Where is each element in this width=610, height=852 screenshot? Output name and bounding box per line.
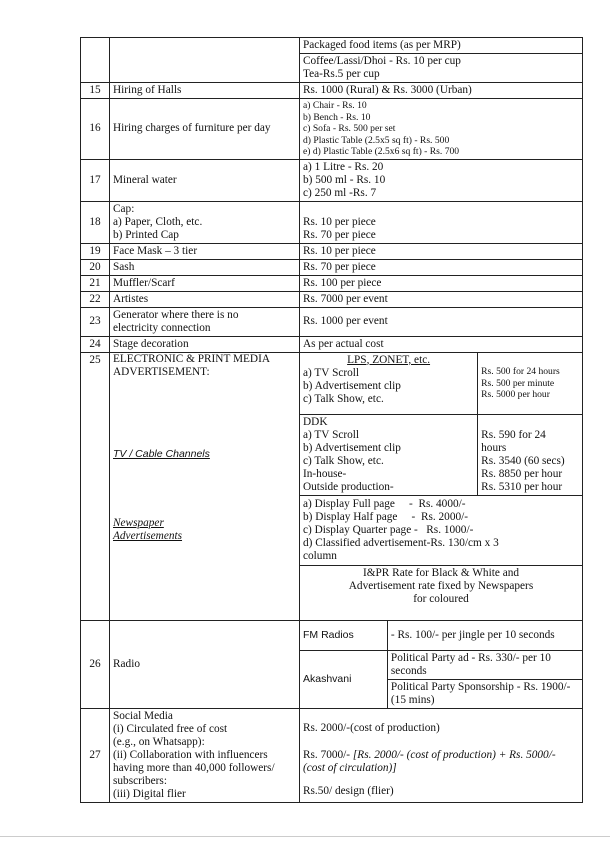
table-row xyxy=(81,159,583,201)
rate-line: column xyxy=(303,550,337,562)
rate-line: c) 250 ml -Rs. 7 xyxy=(303,186,377,199)
item-cell xyxy=(110,38,300,83)
rate-cell xyxy=(300,352,583,620)
rate-line: a) Chair - Rs. 10 xyxy=(303,100,367,111)
table-row xyxy=(81,709,583,803)
table-row xyxy=(81,83,583,99)
rate-line xyxy=(300,54,582,83)
rate-line: a) Display Full page - Rs. 4000/- xyxy=(303,498,466,510)
item-label xyxy=(110,709,300,803)
serial-number: 17 xyxy=(81,159,110,201)
serial-number: 18 xyxy=(81,201,110,243)
rate-line: Rs. 10 per piece xyxy=(303,215,376,228)
rate-line: for coloured xyxy=(413,593,469,605)
rate-cell xyxy=(300,38,583,83)
rate-line: Rs. 5000 per hour xyxy=(481,389,550,400)
rate-line: b) 500 ml - Rs. 10 xyxy=(303,173,386,186)
rate-line: Rs. 5310 per hour xyxy=(481,481,563,493)
item-line: Generator where there is no xyxy=(113,308,239,321)
table-row xyxy=(81,99,583,160)
rate-line: I&PR Rate for Black & White and xyxy=(362,567,520,579)
item-line: (ii) Collaboration with influencers xyxy=(113,749,268,761)
rate-line: Rs. 500 for 24 hours xyxy=(481,366,560,377)
rate-line: b) Display Half page - Rs. 2000/- xyxy=(303,511,469,523)
rate-line: e) d) Plastic Table (2.5x6 sq ft) - Rs. 700 xyxy=(303,146,460,157)
rate-line: Advertisement rate fixed by Newspapers xyxy=(348,580,534,592)
rate-line: b) Advertisement clip xyxy=(303,379,401,392)
ddk-items xyxy=(300,415,478,496)
item-line: b) Printed Cap xyxy=(113,228,179,241)
table-row xyxy=(81,291,583,307)
item-line: a) Paper, Cloth, etc. xyxy=(113,215,203,228)
serial-number: 21 xyxy=(81,275,110,291)
lps-rates xyxy=(478,353,582,415)
table-row xyxy=(81,38,583,83)
table-row xyxy=(81,275,583,291)
rate-line: c) Sofa - Rs. 500 per set xyxy=(303,123,396,134)
item-line: Social Media xyxy=(113,710,173,722)
rate-table-page xyxy=(80,37,581,803)
rate-line: Rs. 3540 (60 secs) xyxy=(481,455,565,467)
item-line: electricity connection xyxy=(113,321,211,334)
akashvani-label: Akashvani xyxy=(300,651,387,709)
tv-cable-label: TV / Cable Channels xyxy=(113,448,210,460)
item-label: Artistes xyxy=(110,291,300,307)
item-line: ADVERTISEMENT: xyxy=(113,365,210,378)
rate-text xyxy=(300,99,583,160)
newspaper-label: Newspaper xyxy=(113,516,164,529)
rate-line: Rs. 8850 per hour xyxy=(481,468,563,480)
rate-line: Outside production- xyxy=(303,481,394,493)
rate-text xyxy=(300,201,583,243)
table-row xyxy=(81,259,583,275)
rate-text: Rs. 1000 per event xyxy=(300,307,583,336)
rate-line xyxy=(303,749,579,775)
rate-text xyxy=(300,159,583,201)
rate-line: d) Plastic Table (2.5x5 sq ft) - Rs. 500 xyxy=(303,134,450,146)
item-label: Radio xyxy=(110,620,300,709)
serial-number: 27 xyxy=(81,709,110,803)
rate-line: c) Talk Show, etc. xyxy=(303,455,384,467)
item-label: Mineral water xyxy=(110,159,300,201)
rate-line: a) 1 Litre - Rs. 20 xyxy=(303,160,384,173)
rate-line: In-house- xyxy=(303,468,347,480)
rate-text: Rs. 10 per piece xyxy=(300,243,583,259)
rate-line: Packaged food items (as per MRP) xyxy=(300,38,582,54)
rate-cell xyxy=(300,620,583,709)
rate-text-italic: [Rs. 2000/- (cost of production) + Rs. 5000/- (cost of circulation)] xyxy=(303,749,556,774)
table-row xyxy=(81,352,583,620)
rate-text: As per actual cost xyxy=(300,336,583,352)
rate-line: DDK xyxy=(303,416,328,428)
header-rate-list xyxy=(300,38,582,82)
serial-number: 22 xyxy=(81,291,110,307)
table-row xyxy=(81,307,583,336)
rate-line: Rs. 500 per minute xyxy=(481,377,555,389)
rate-text: Rs. 7000 per event xyxy=(300,291,583,307)
table-row xyxy=(81,336,583,352)
rate-line: c) Display Quarter page - Rs. 1000/- xyxy=(303,524,474,536)
rate-text: Rs. 70 per piece xyxy=(300,259,583,275)
item-label: Muffler/Scarf xyxy=(110,275,300,291)
rate-line: b) Bench - Rs. 10 xyxy=(303,111,371,123)
newspaper-label: Advertisements xyxy=(113,529,183,542)
serial-number: 16 xyxy=(81,99,110,160)
rate-line: a) TV Scroll xyxy=(303,429,360,441)
rate-line: Rs.50/ design (flier) xyxy=(303,785,394,797)
serial-number: 25 xyxy=(81,352,110,620)
rate-table xyxy=(80,37,583,803)
radio-rate-table xyxy=(300,621,582,709)
item-label: Sash xyxy=(110,259,300,275)
item-line: (iii) Digital flier xyxy=(113,788,186,800)
newspaper-rates xyxy=(300,496,582,566)
table-row xyxy=(81,201,583,243)
rate-text: Political Party Sponsorship - Rs. 1900/- (15 mins) xyxy=(387,680,582,709)
rate-line: d) Classified advertisement-Rs. 130/cm x 3 xyxy=(303,537,499,549)
rate-line: a) TV Scroll xyxy=(303,366,360,379)
serial-cell xyxy=(81,38,110,83)
item-label xyxy=(110,307,300,336)
media-rate-table xyxy=(300,353,582,620)
rate-text: Rs. 1000 (Rural) & Rs. 3000 (Urban) xyxy=(300,83,583,99)
ipr-note xyxy=(300,566,582,620)
table-row xyxy=(81,243,583,259)
fm-radio-label: FM Radios xyxy=(300,621,387,651)
item-line: subscribers: xyxy=(113,775,167,787)
rate-line: Tea-Rs.5 per cup xyxy=(303,68,380,80)
rate-line: Coffee/Lassi/Dhoi - Rs. 10 per cup xyxy=(303,55,461,67)
page-divider xyxy=(0,836,610,837)
rate-line: Rs. 70 per piece xyxy=(303,228,376,241)
item-line: Cap: xyxy=(113,202,135,215)
rate-text: Rs. 7000/- xyxy=(303,749,353,761)
rate-text: - Rs. 100/- per jingle per 10 seconds xyxy=(387,621,582,651)
serial-number: 26 xyxy=(81,620,110,709)
lps-items xyxy=(300,353,478,415)
item-label: Face Mask – 3 tier xyxy=(110,243,300,259)
table-row xyxy=(81,620,583,709)
rate-text: Rs. 100 per piece xyxy=(300,275,583,291)
lps-heading: LPS, ZONET, etc. xyxy=(347,353,431,366)
serial-number: 23 xyxy=(81,307,110,336)
item-label xyxy=(110,201,300,243)
ddk-rates xyxy=(478,415,582,496)
rate-text: Political Party ad - Rs. 330/- per 10 seconds xyxy=(387,651,582,680)
rate-line: Rs. 590 for 24 xyxy=(481,429,546,441)
rate-line: c) Talk Show, etc. xyxy=(303,392,384,405)
serial-number: 24 xyxy=(81,336,110,352)
item-line: (e.g., on Whatsapp): xyxy=(113,736,205,748)
serial-number: 19 xyxy=(81,243,110,259)
item-label: Hiring charges of furniture per day xyxy=(110,99,300,160)
item-line: having more than 40,000 followers/ xyxy=(113,762,275,774)
rate-line: b) Advertisement clip xyxy=(303,442,401,454)
item-label xyxy=(110,352,300,620)
rate-text xyxy=(300,709,583,803)
item-label: Hiring of Halls xyxy=(110,83,300,99)
rate-line: Rs. 2000/-(cost of production) xyxy=(303,722,440,734)
item-label: Stage decoration xyxy=(110,336,300,352)
item-line: (i) Circulated free of cost xyxy=(113,723,228,735)
rate-line: hours xyxy=(481,442,507,454)
serial-number: 20 xyxy=(81,259,110,275)
item-line: ELECTRONIC & PRINT MEDIA xyxy=(113,352,271,365)
serial-number: 15 xyxy=(81,83,110,99)
